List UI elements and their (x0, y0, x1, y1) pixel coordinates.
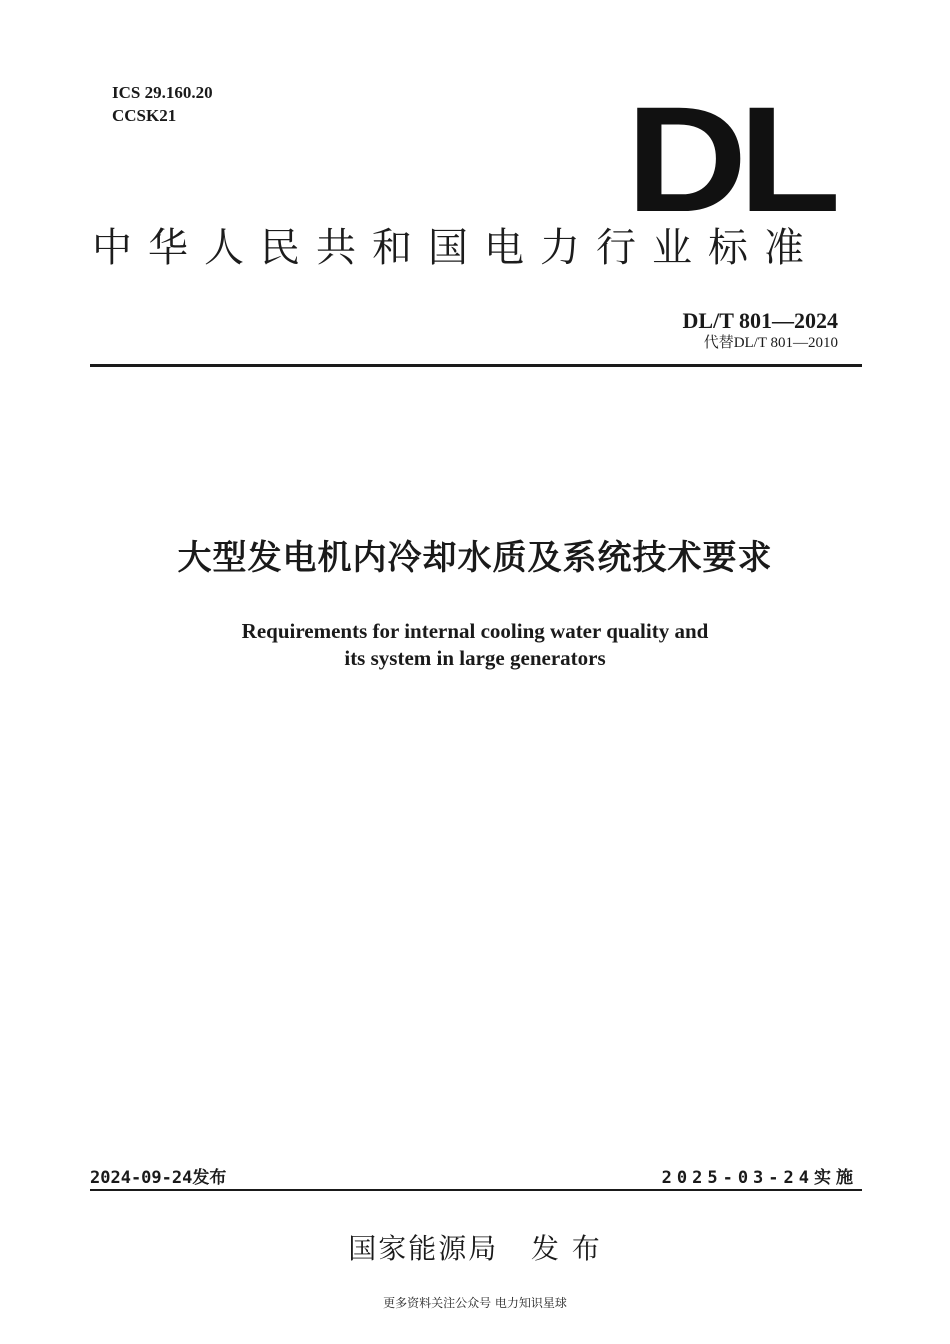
chinese-title: 大型发电机内冷却水质及系统技术要求 (177, 538, 773, 578)
implementation-date: 2025-03-24实施 (661, 1168, 858, 1188)
standard-number: DL/T 801—2024 (682, 308, 838, 333)
top-divider (90, 364, 862, 367)
publisher: 国家能源局 发 布 (348, 1232, 602, 1265)
replaces-standard: 代替DL/T 801—2010 (703, 335, 838, 351)
standard-type-title: 中华人民共和国电力行业标准 (92, 225, 820, 271)
ccs-code: CCSK21 (112, 106, 177, 125)
english-title (0, 618, 950, 672)
ics-code: ICS 29.160.20 (112, 83, 213, 102)
dl-logo: DL (626, 75, 833, 243)
english-title-line-1: Requirements for internal cooling water quality and (241, 619, 709, 643)
english-title-line-2: its system in large generators (344, 646, 606, 670)
issue-date: 2024-09-24发布 (90, 1168, 227, 1188)
footer-note: 更多资料关注公众号 电力知识星球 (383, 1296, 567, 1310)
bottom-divider (90, 1189, 862, 1191)
